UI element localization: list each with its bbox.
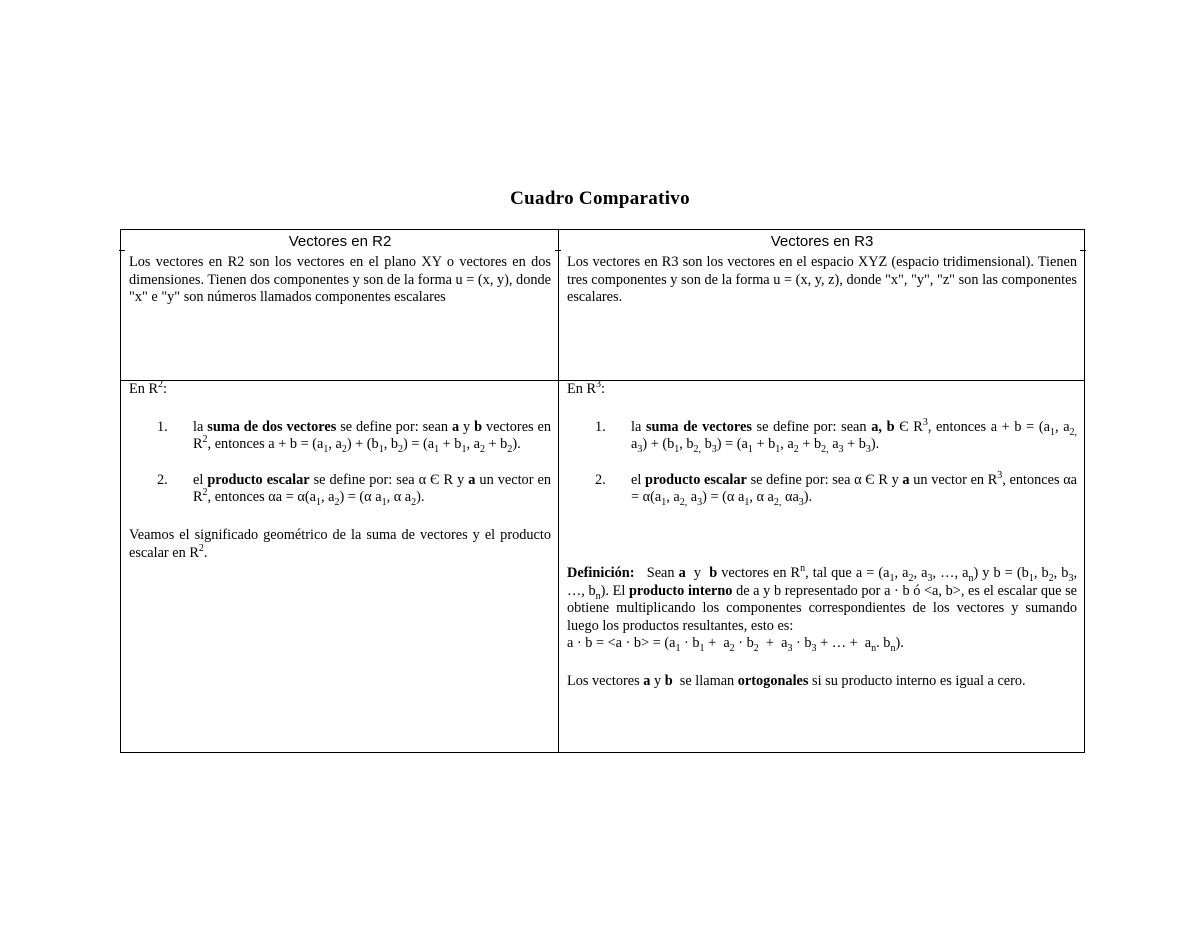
table-tick-mid <box>555 250 561 251</box>
r2-intro: Los vectores en R2 son los vectores en el plano XY o vectores en dos dimensiones. Tienen dos componentes y son de la forma u = (x, y), donde "x" e "y" son números llamados componentes escalares <box>129 254 551 306</box>
list-item: 1. la suma de vectores se define por: sean a, b Є $R^3$, entonces $a + b = (a_1$, $a_{2,}$ $a_3) + (b_1$, $b_{2,}$ $b_3) = (a_1 + b_1$, $a_2 + b_{2,}$ $a_3 + b_3$). <box>595 416 1078 456</box>
table-tick-right <box>1080 250 1086 251</box>
list-item: 2. el producto escalar se define por: sea α Є R y a un vector en $R^3$, entonces $\alpha a = \alpha(a_1$, $a_{2,}$ $a_3) = (\alpha$ $a_1$, α $a_{2,}$ $\alpha a_3$). <box>595 470 1078 509</box>
r2-operations-list <box>129 419 551 507</box>
r3-space-label: En $R^3$: <box>567 379 605 397</box>
r3-operations-list <box>567 416 1078 509</box>
r2-body <box>129 381 551 562</box>
table-tick-left <box>119 250 125 251</box>
list-item: 1. la suma de dos vectores se define por: sean a y b vectores en $R^2$, entonces $a + b = (a_1$, $a_2) + (b_1$, $b_2) = (a_1 + b_1$, $a_2 + b_2$). <box>157 418 552 456</box>
r3-orthogonal: Los vectores a y b se llaman ortogonales si su producto interno es igual a cero. <box>567 672 1026 689</box>
r3-intro: Los vectores en R3 son los vectores en el espacio XYZ (espacio tridimensional). Tienen tres componentes y son de la forma u = (x, y, z), donde "x", "y", "z" son las componentes escalares. <box>567 254 1077 306</box>
r2-space-label: En $R^2$: <box>129 379 167 397</box>
header-r3: Vectores en R3 <box>770 233 874 250</box>
header-r2: Vectores en R2 <box>288 233 392 250</box>
column-divider <box>558 230 559 752</box>
r2-closing: Veamos el significado geométrico de la suma de vectores y el producto escalar en $R^2$. <box>129 526 551 561</box>
list-item: 2. el producto escalar se define por: sea α Є R y a un vector en $R^2$, entonces $\alpha a = \alpha(a_1$, $a_2) = (\alpha$ $a_1$, α $a_2$). <box>157 471 551 509</box>
page-title: Cuadro Comparativo <box>510 188 690 209</box>
r3-definition: Definición: Sean a y b vectores en $R^n$, tal que $a = (a_1$, $a_2$, $a_3$, …, $a_n$) y $b = (b_1$, $b_2$, $b_3$, …, $b_n$). El producto interno de a y b representado por a · b ó <a, b>, es el escalar que se obtiene multiplicando los componentes correspondientes de los vectores y sumando luego los productos resultantes, esto es: $a \cdot b = <a \cdot b> = (a_1 \cdot b_1 + a_2 \cdot b_2 + a_3 \cdot b_3$ + … + $a_n$. $b_n$). <box>567 563 1078 655</box>
comparison-table <box>120 229 1085 753</box>
r3-body <box>567 381 1077 691</box>
